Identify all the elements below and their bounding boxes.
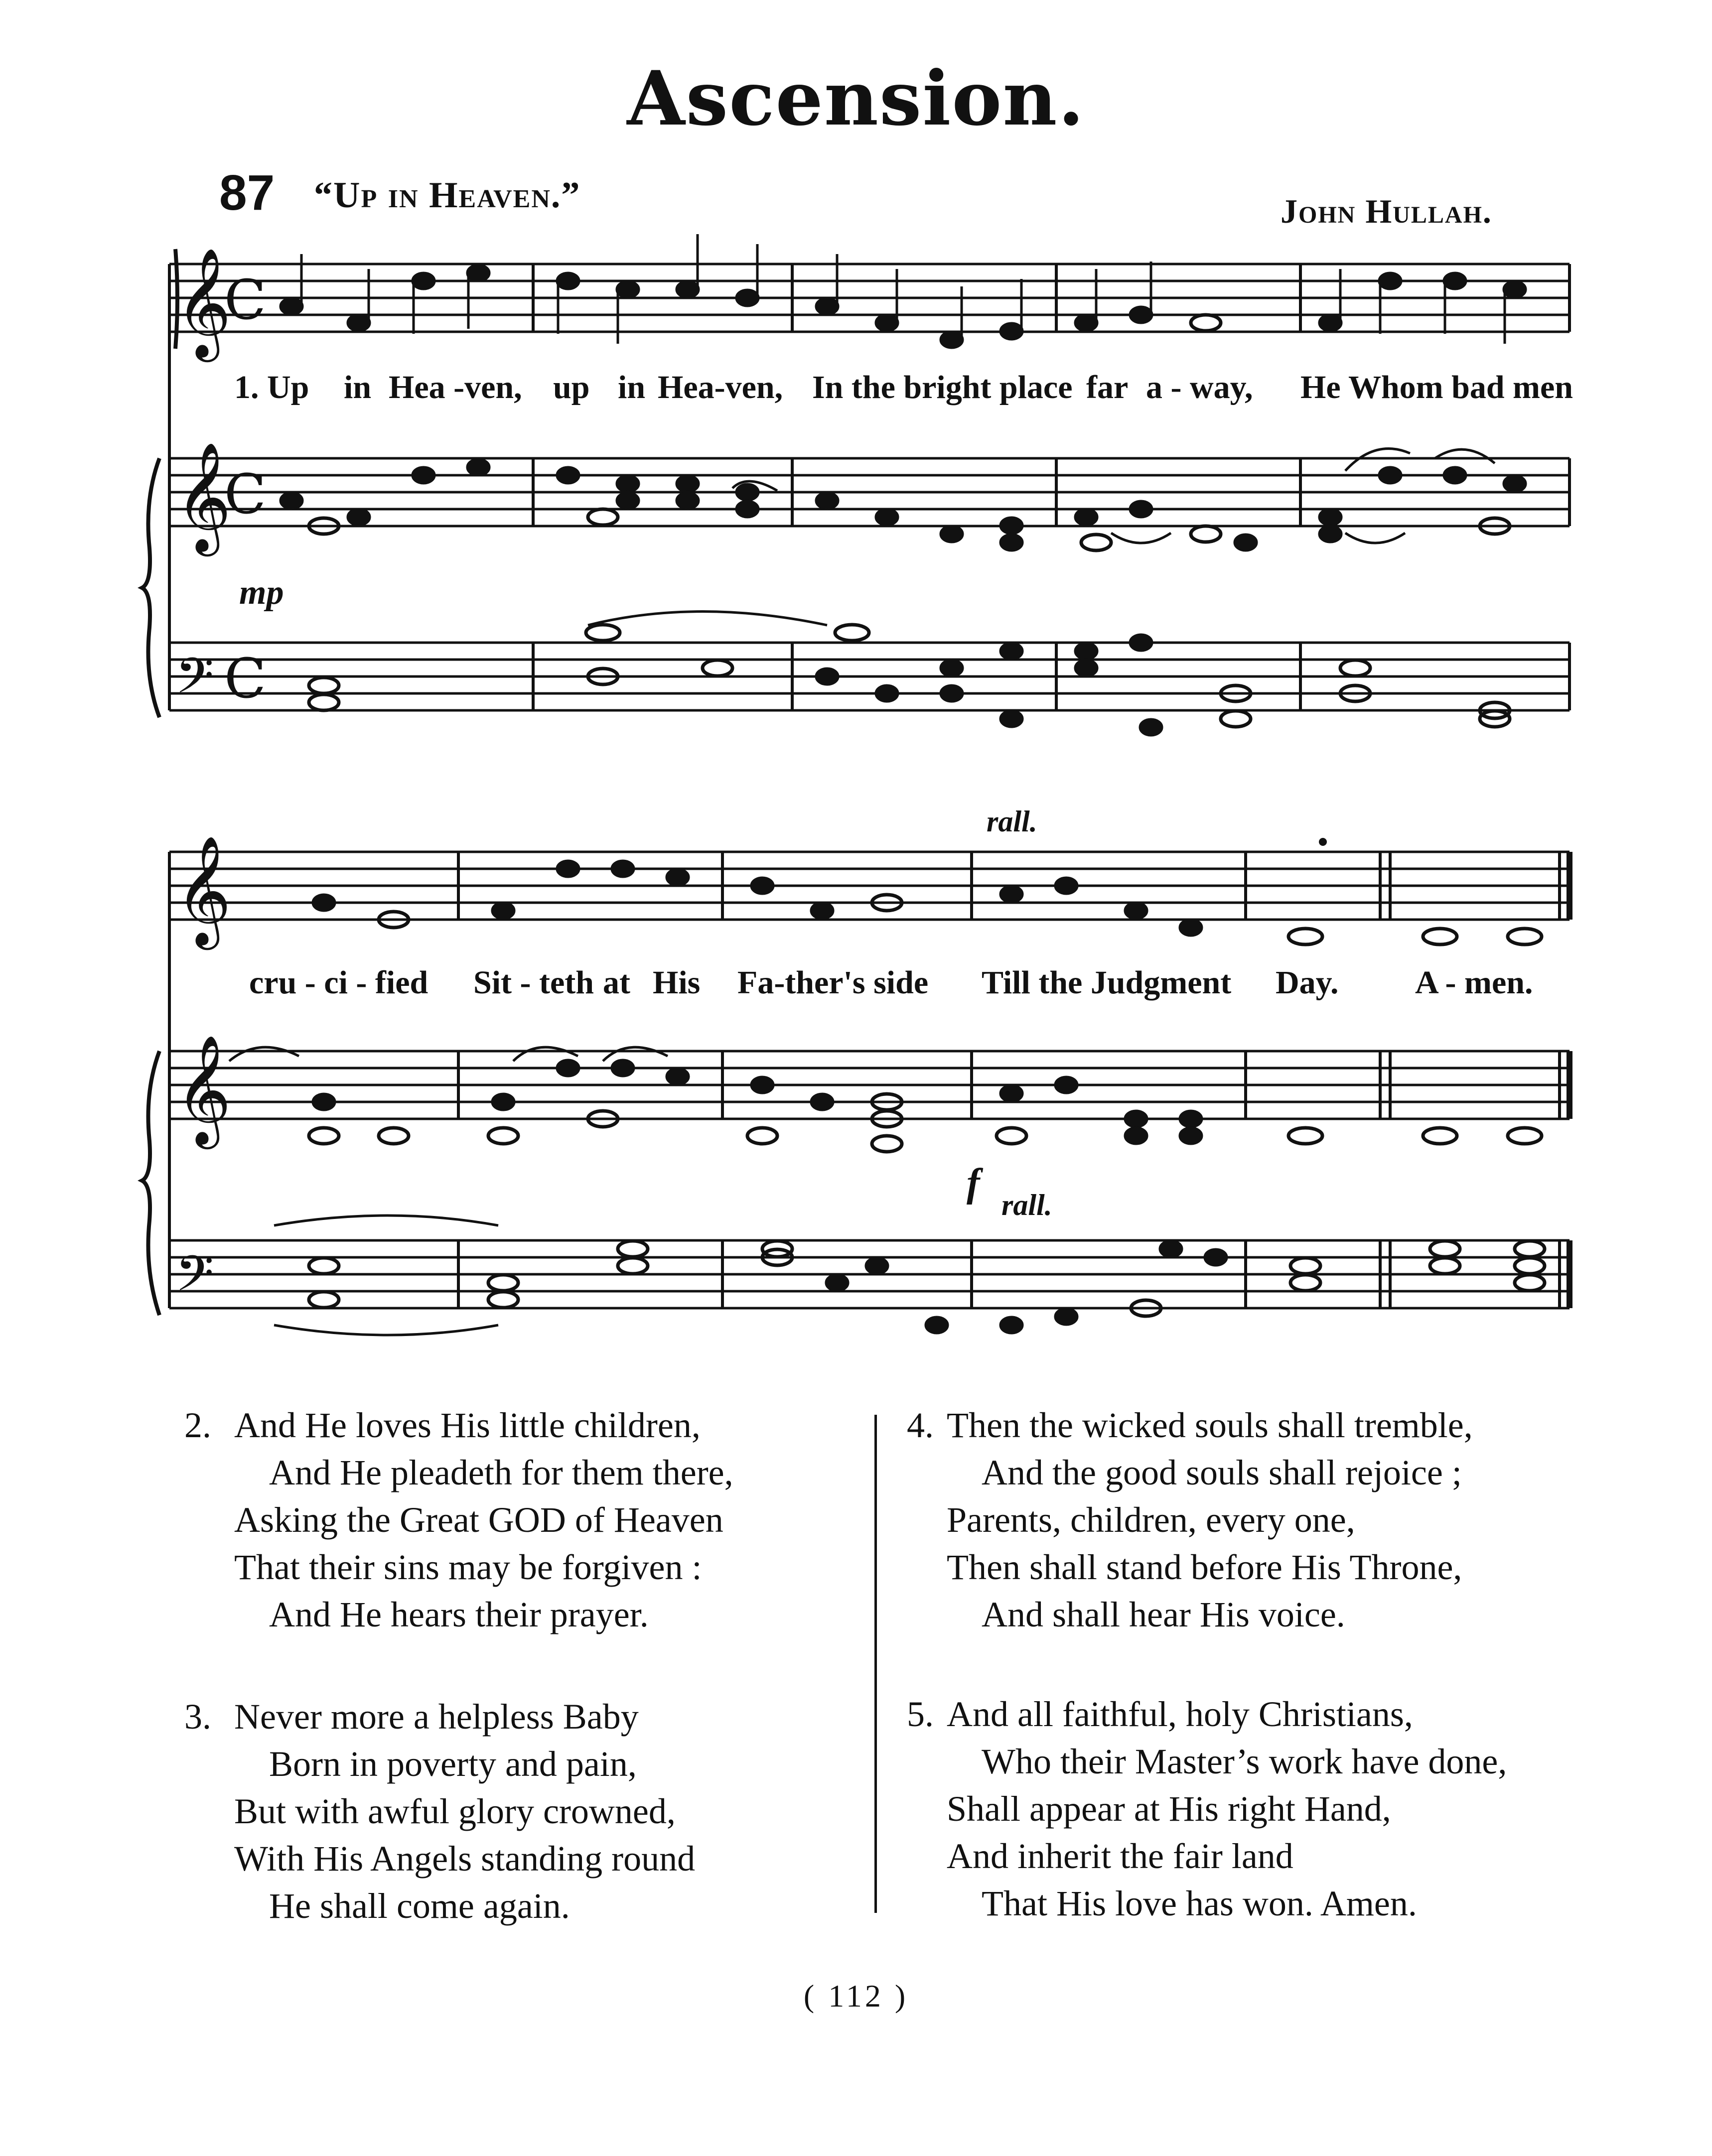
verse-line: That their sins may be forgiven : <box>234 1547 702 1587</box>
slur <box>1345 533 1405 543</box>
lyric-syllable: Hea -ven, <box>389 369 522 405</box>
dynamic-mezzo-piano: mp <box>239 573 284 612</box>
verse-line: Born in poverty and pain, <box>269 1744 637 1784</box>
notes-bass-1 <box>816 635 1162 735</box>
brace-system-2 <box>142 1051 159 1315</box>
verse-line: And inherit the fair land <box>947 1836 1293 1876</box>
verse-line: Shall appear at His right Hand, <box>947 1789 1391 1829</box>
verse-line: That His love has won. Amen. <box>982 1884 1417 1923</box>
verse-line: Then the wicked souls shall tremble, <box>947 1405 1473 1445</box>
fermata-dot <box>1319 838 1327 846</box>
lyric-syllable: Day. <box>1276 964 1339 1001</box>
notes-treble-1 <box>281 459 1526 550</box>
verse-line: With His Angels standing round <box>234 1839 696 1879</box>
verse-line: And He loves His little children, <box>234 1405 701 1445</box>
verse-line: Then shall stand before His Throne, <box>947 1547 1462 1587</box>
lyric-syllable: 1. Up <box>234 369 309 405</box>
column-divider <box>874 1415 877 1913</box>
bass-clef-icon: 𝄢 <box>175 1245 214 1315</box>
verse-line: And the good souls shall rejoice ; <box>982 1453 1462 1492</box>
treble-staff-1 <box>169 458 1569 526</box>
hymn-section-title: Ascension. <box>627 55 1085 142</box>
treble-clef-icon: 𝄞 <box>175 441 232 551</box>
treble-clef-icon: 𝄞 <box>175 1034 232 1144</box>
lyric-syllable: a - way, <box>1146 369 1253 405</box>
lyric-syllable: Hea-ven, <box>658 369 783 405</box>
verse-line: Parents, children, every one, <box>947 1500 1355 1540</box>
verse-number: 5. <box>907 1694 934 1734</box>
melody-staff-1 <box>169 264 1569 332</box>
rall-marking: rall. <box>987 805 1037 838</box>
lyric-syllable: His <box>653 964 701 1001</box>
treble-clef-icon: 𝄞 <box>175 835 232 945</box>
common-time-icon: C <box>224 462 267 526</box>
common-time-icon: C <box>224 647 267 710</box>
verse-line: And all faithful, holy Christians, <box>947 1694 1413 1734</box>
bass-staff-2 <box>169 1240 1569 1308</box>
lyric-syllable: at <box>603 964 630 1001</box>
lyric-syllable: in <box>344 369 372 405</box>
lyric-syllable: far <box>1086 369 1129 405</box>
melody-staff-2 <box>169 852 1569 920</box>
verse-line: Who their Master’s work have done, <box>982 1742 1507 1781</box>
lyric-syllable: Fa-ther's side <box>737 964 929 1001</box>
hymn-number: 87 <box>219 165 275 221</box>
verse-line: And He hears their prayer. <box>269 1595 649 1634</box>
verse-line: He shall come again. <box>269 1886 570 1926</box>
slur <box>1111 533 1171 543</box>
tie <box>588 612 827 626</box>
lyric-syllable: Sit - teth <box>473 964 594 1001</box>
notes-bass-2 <box>826 1241 1227 1333</box>
treble-staff-2 <box>169 1051 1569 1119</box>
lyric-syllable: in <box>618 369 646 405</box>
verse-line: And He pleadeth for them there, <box>269 1453 733 1492</box>
tie <box>274 1215 498 1225</box>
verse-number: 4. <box>907 1405 934 1445</box>
slur <box>229 1047 299 1061</box>
verse-number: 2. <box>184 1405 211 1445</box>
lyric-syllable: In the bright place <box>812 369 1073 405</box>
slur <box>603 1047 668 1061</box>
lyric-syllable: Till the Judgment <box>982 964 1232 1001</box>
slur <box>1435 449 1495 463</box>
hymn-subtitle: “Up in Heaven.” <box>314 175 581 216</box>
verse-line: Never more a helpless Baby <box>234 1697 639 1737</box>
page-number: ( 112 ) <box>803 1978 909 2014</box>
lyric-syllable: up <box>553 369 590 405</box>
notes-melody-2 <box>313 861 1202 936</box>
lyric-syllable: He Whom bad men <box>1300 369 1573 405</box>
tie <box>274 1325 498 1335</box>
verse-line: And shall hear His voice. <box>982 1595 1345 1634</box>
brace-system-1 <box>142 458 159 717</box>
lyric-syllable: A - men. <box>1415 964 1533 1001</box>
verse-line: Asking the Great GOD of Heaven <box>234 1500 723 1540</box>
composer-name: John Hullah. <box>1281 192 1492 230</box>
dynamic-forte: f <box>967 1161 980 1205</box>
bass-clef-icon: 𝄢 <box>175 648 214 717</box>
verse-number: 3. <box>184 1697 211 1737</box>
verse-line: But with awful glory crowned, <box>234 1791 676 1831</box>
treble-clef-icon: 𝄞 <box>175 247 232 357</box>
common-time-icon: C <box>224 268 267 332</box>
lyric-syllable: cru - ci - fied <box>249 964 428 1001</box>
rall-marking: rall. <box>1001 1189 1052 1221</box>
slur <box>1345 449 1410 471</box>
